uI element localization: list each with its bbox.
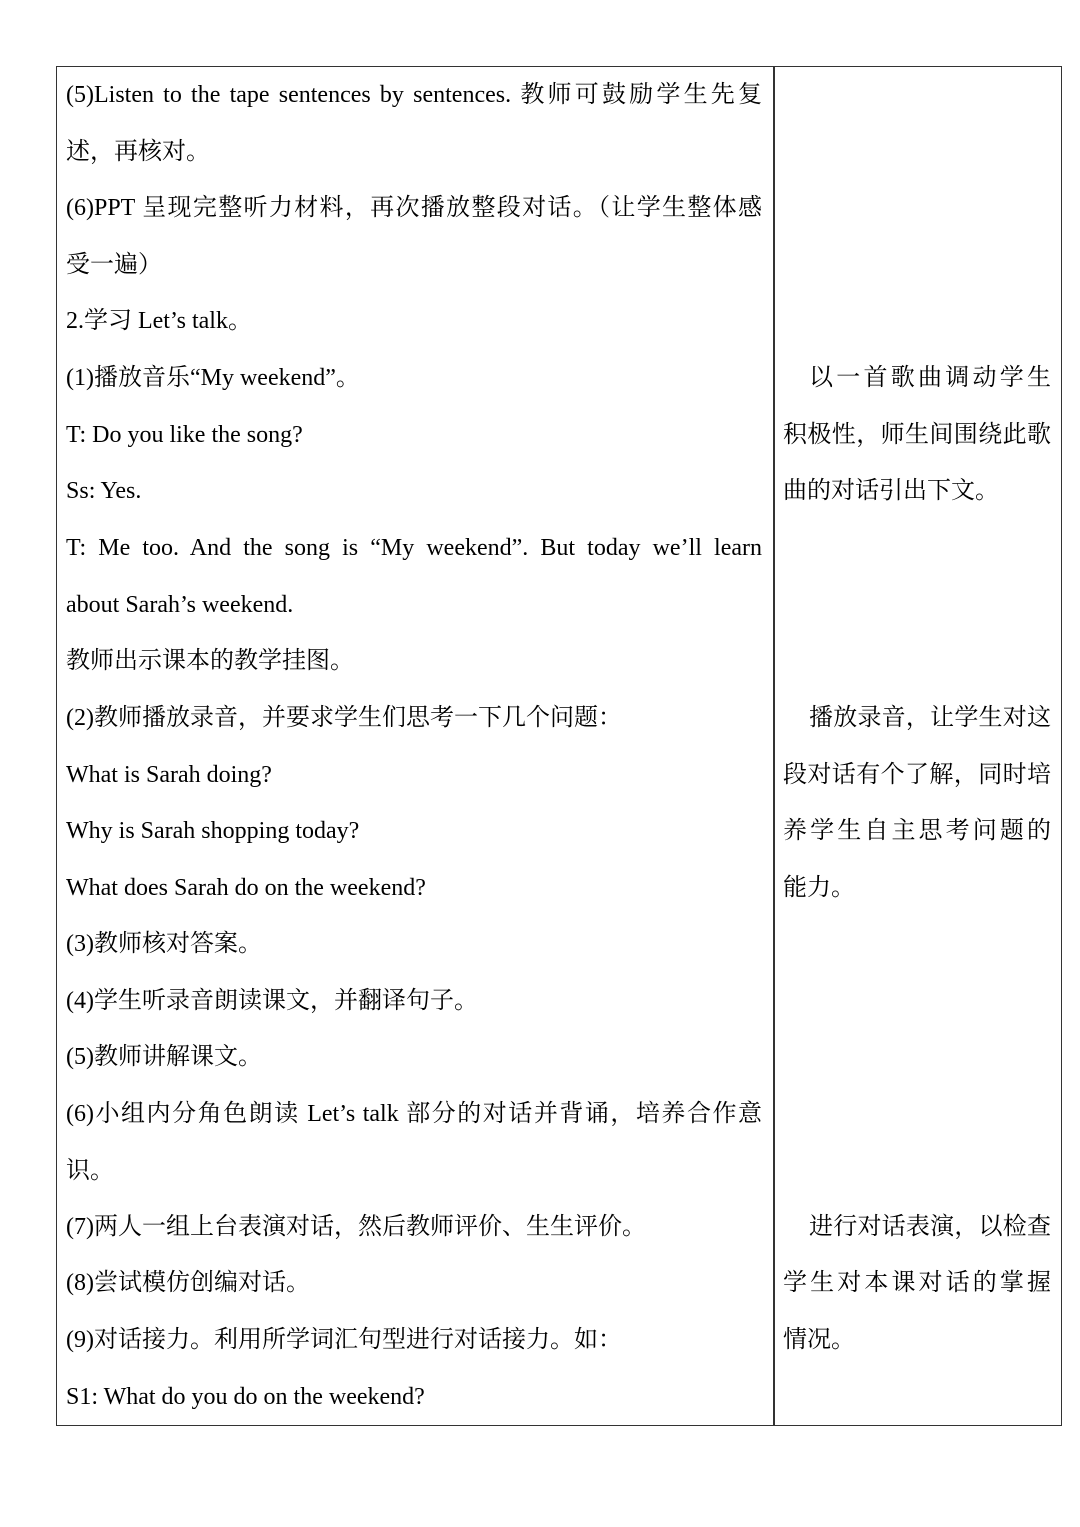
- intent-note-1-line: 积极性，师生间围绕此歌: [783, 422, 1051, 448]
- procedure-line: about Sarah’s weekend.: [66, 592, 294, 618]
- procedure-line: (2)教师播放录音，并要求学生们思考一下几个问题：: [66, 705, 622, 731]
- procedure-line: 2.学习 Let’s talk。: [66, 308, 252, 334]
- intent-note-3-line: 进行对话表演，以检查: [809, 1214, 1051, 1240]
- procedure-line: (1)播放音乐“My weekend”。: [66, 365, 360, 391]
- procedure-line: 教师出示课本的教学挂图。: [66, 648, 354, 674]
- intent-note-1-line: 曲的对话引出下文。: [783, 478, 999, 504]
- procedure-line: 受一遍）: [66, 252, 162, 278]
- intent-note-2-line: 能力。: [783, 875, 855, 901]
- intent-note-2-line: 段对话有个了解，同时培: [783, 762, 1051, 788]
- procedure-line: T: Me too. And the song is “My weekend”. But today we’ll learn: [66, 535, 762, 561]
- procedure-line: (4)学生听录音朗读课文，并翻译句子。: [66, 988, 478, 1014]
- procedure-line: T: Do you like the song?: [66, 422, 303, 448]
- procedure-line: What is Sarah doing?: [66, 762, 272, 788]
- procedure-line: (5)Listen to the tape sentences by sentences. 教师可鼓励学生先复: [66, 82, 762, 108]
- intent-note-2-line: 播放录音，让学生对这: [809, 705, 1051, 731]
- intent-note-1-line: 以一首歌曲调动学生: [809, 365, 1051, 391]
- procedure-line: Ss: Yes.: [66, 478, 142, 504]
- procedure-line: S1: What do you do on the weekend?: [66, 1384, 425, 1410]
- procedure-line: (8)尝试模仿创编对话。: [66, 1270, 310, 1296]
- procedure-line: (5)教师讲解课文。: [66, 1044, 262, 1070]
- procedure-line: (6)PPT 呈现完整听力材料，再次播放整段对话。（让学生整体感: [66, 195, 762, 221]
- procedure-line: Why is Sarah shopping today?: [66, 818, 360, 844]
- procedure-line: (7)两人一组上台表演对话，然后教师评价、生生评价。: [66, 1214, 646, 1240]
- procedure-line: (9)对话接力。利用所学词汇句型进行对话接力。如：: [66, 1327, 622, 1353]
- procedure-line: (3)教师核对答案。: [66, 931, 262, 957]
- procedure-line: What does Sarah do on the weekend?: [66, 875, 426, 901]
- procedure-line: 述，再核对。: [66, 139, 210, 165]
- procedure-line: (6)小组内分角色朗读 Let’s talk 部分的对话并背诵，培养合作意: [66, 1101, 762, 1127]
- intent-note-2-line: 养学生自主思考问题的: [783, 818, 1051, 844]
- intent-note-3-line: 情况。: [783, 1327, 855, 1353]
- procedure-line: 识。: [66, 1158, 114, 1184]
- intent-note-3-line: 学生对本课对话的掌握: [783, 1270, 1051, 1296]
